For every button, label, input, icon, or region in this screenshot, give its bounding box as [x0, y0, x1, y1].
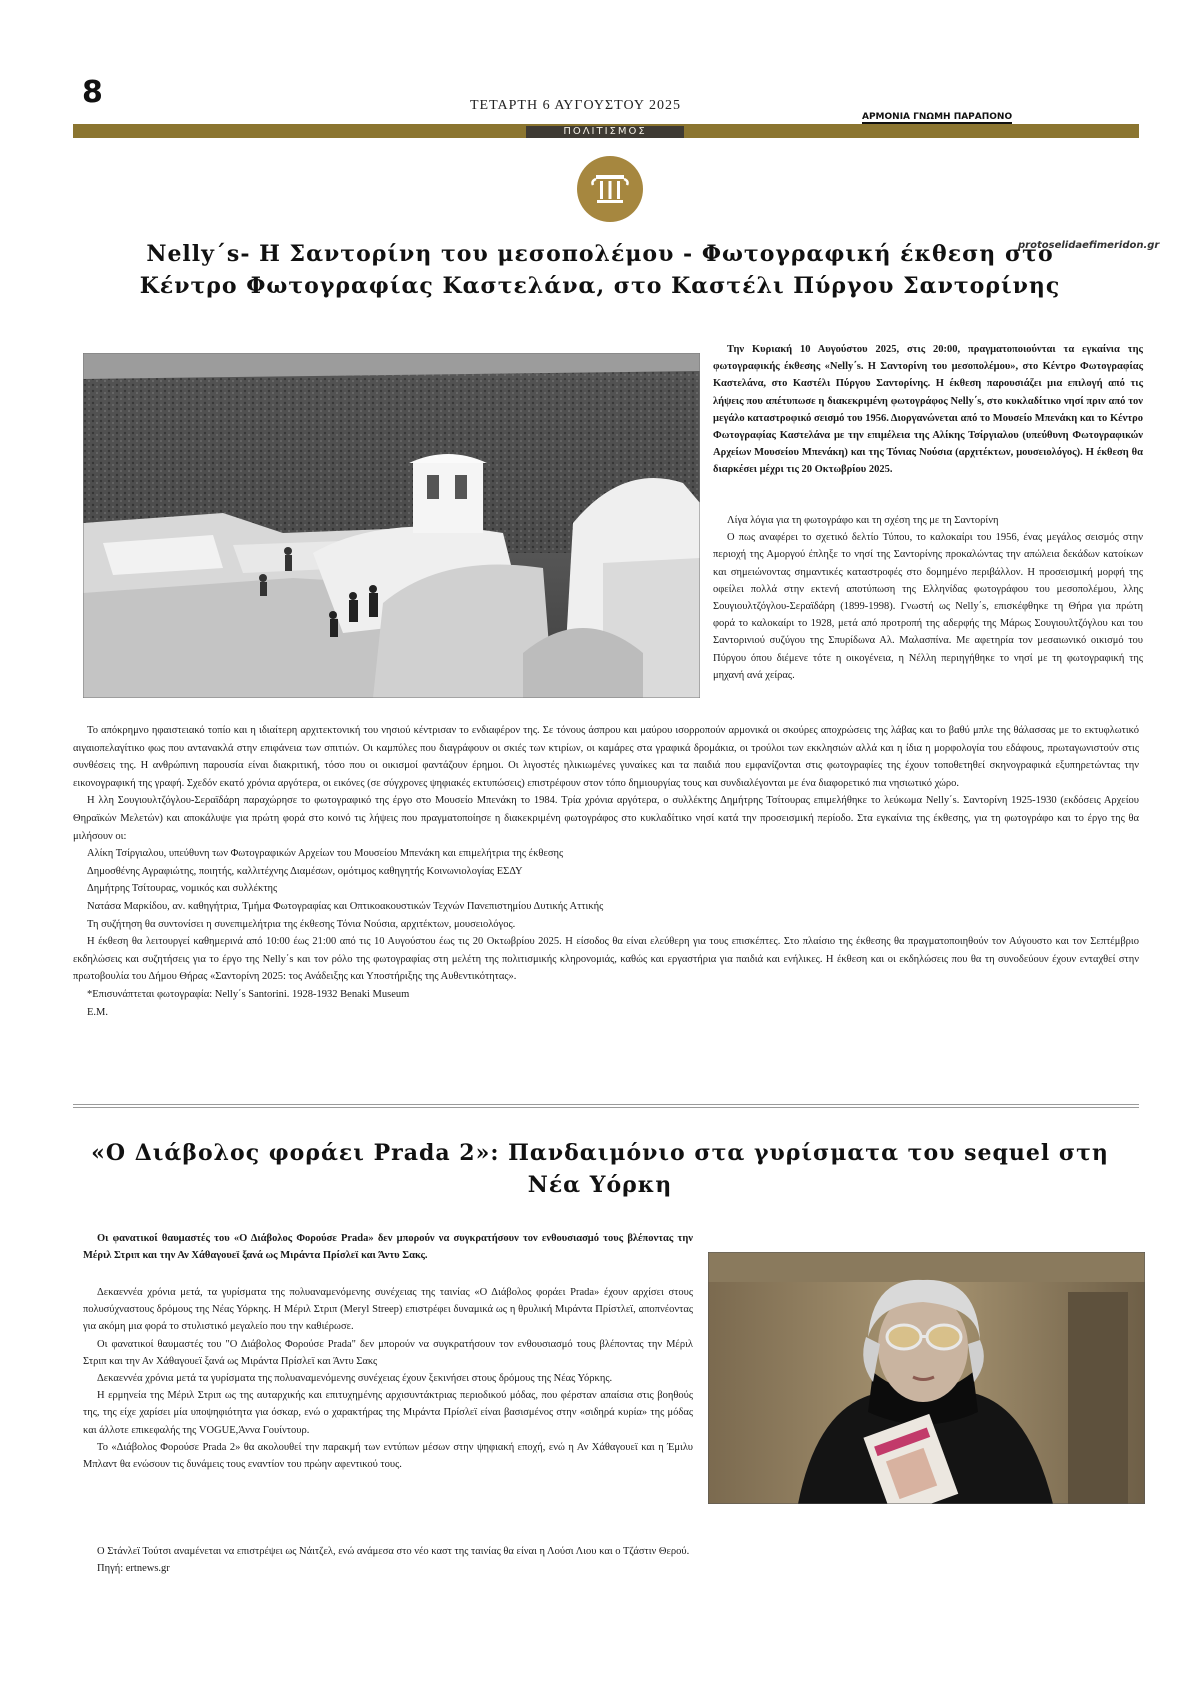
- article1-column: [713, 512, 1143, 684]
- article1-lead-text: Την Κυριακή 10 Αυγούστου 2025, στις 20:00, πραγματοποιούνται τα εγκαίνια της φωτογραφικής έκθεσης «Nelly΄s. Η Σαντορίνη του μεσοπολέμου», στο Κέντρο Φωτογραφίας Καστελάνα, στο Καστέλι Πύργου Σαντορίνης. Η έκθεση παρουσιάζει μια επιλογή από τις λήψεις που απέτυπωσε η διακεκριμένη φωτογράφος Nelly΄s, στο κυκλαδίτικο νησί πριν από τον μεγάλο καταστροφικό σεισμό του 1956. Διοργανώνεται από το Μουσείο Μπενάκη και το Κέντρο Φωτογραφίας Καστελάνα με την επιμέλεια της Αλίκης Τσίργιαλου (υπεύθυνη Φωτογραφικών Αρχείων Μουσείου Μπενάκη) και της Τόνιας Νούσια (αρχιτέκτων, μουσειολόγος). Η έκθεση θα διαρκέσει μέχρι τις 20 Οκτωβρίου 2025.: [713, 344, 1143, 476]
- article1-body: [73, 722, 1139, 1021]
- column-emblem-icon: [577, 156, 643, 222]
- article2-footer: [83, 1543, 1143, 1577]
- santorini-photo: [83, 353, 700, 698]
- article2-lead-text: Οι φανατικοί θαυμαστές του «Ο Διάβολος Φορούσε Prada» δεν μπορούν να συγκρατήσουν τον ενθουσιασμό τους βλέποντας την Μέριλ Στριπ και την Αν Χάθαγουεϊ ξανά ως Μιράντα Πρίσλεϊ και Άντυ Σακς.: [83, 1233, 693, 1261]
- article2-column: [83, 1284, 693, 1473]
- issue-date: ΤΕΤΑΡΤΗ 6 ΑΥΓΟΥΣΤΟΥ 2025: [470, 98, 681, 113]
- speaker-item: Δημοσθένης Αγραφιώτης, ποιητής, καλλιτέχνης Διαμέσων, ομότιμος καθηγητής Κοινωνιολογίας ΕΣΔΥ: [87, 865, 523, 877]
- article2-paragraph: Το «Διάβολος Φορούσε Prada 2» θα ακολουθεί την παρακμή των εντύπων μέσων στην ψηφιακή εποχή, ενώ η Αν Χάθαγουεϊ και η Έμιλυ Μπλαντ θα ενώσουν τις δυνάμεις τους εναντίον του πρώην αφεντικού τους.: [83, 1441, 693, 1471]
- article1-col-paragraph: Ο πως αναφέρει το σχετικό δελτίο Τύπου, το καλοκαίρι του 1956, ένας μεγάλος σεισμός στην περιοχή της Αμοργού έπληξε το νησί της Σαντορίνης προκαλώντας την απώλεια δεκάδων κατοίκων και σημειώνοντας σημαντικές καταστροφές στο δομημένο περιβάλλον. Η προσεισμική μορφή της οφείλει πολλά στην εκτενή αποτύπωση της Ελληνίδας φωτογράφου του μεσοπολέμου, λλης Σουγιουλτζόγλου-Σεραϊδάρη (1899-1998). Γνωστή ως Nelly΄s, επισκέφθηκε τη Θήρα για πρώτη φορά το καλοκαίρι το 1928, μετά από προτροπή της αδερφής της Μάρως Σουγιουλτζόγλου και του Σαντορινιού συζύγου της Σπυρίδωνα Αλ. Μαλασπίνα. Με αφετηρία τον μεσαιωνικό οικισμό του Πύργου όπου διέμενε τότε η οικογένεια, η Νέλλη περιηγήθηκε το νησί με τη φωτογραφική της μηχανή ανά χείρας.: [713, 532, 1143, 681]
- meryl-streep-photo: [708, 1252, 1145, 1504]
- article2-paragraph: Οι φανατικοί θαυμαστές του "Ο Διάβολος Φορούσε Prada" δεν μπορούν να συγκρατήσουν τον ενθουσιασμό τους βλέποντας την Μέριλ Στριπ και την Αν Χάθαγουεϊ ξανά ως Μιράντα Πρίσλεϊ και Άντυ Σακς: [83, 1338, 693, 1367]
- article2-paragraph: Η ερμηνεία της Μέριλ Στριπ ως της αυταρχικής και επιτυχημένης αρχισυντάκτριας περιοδικού μόδας, που φέρσταν απαίσια στις βοηθούς της, της είχε χαρίσει μία υποψηφιότητα για όσκαρ, ενώ ο χαρακτήρας της Μιράντα Πρίσλεϊ είναι βασισμένος στην «σιδηρά κυρία» της μόδας και άλλοτε επικεφαλής της VOGUE,Άννα Γουίντουρ.: [83, 1390, 693, 1436]
- masthead-brand: ΑΡΜΟΝΙΑ ΓΝΩΜΗ ΠΑΡΑΠΟΝΟ: [862, 112, 1013, 122]
- article2-paragraph: Δεκαεννέα χρόνια μετά τα γυρίσματα της πολυαναμενόμενης συνέχειας έχουν ξεκινήσει στους δρόμους της Νέας Υόρκης.: [97, 1373, 613, 1385]
- article2-title: «Ο Διάβολος φοράει Prada 2»: Πανδαιμόνιο στα γυρίσματα του sequel στη Νέα Υόρκη: [91, 1140, 1109, 1198]
- section-label: ΠΟΛΙΤΙΣΜΟΣ: [526, 126, 684, 138]
- article1-subhead: Λίγα λόγια για τη φωτογράφο και τη σχέση της με τη Σαντορίνη: [727, 515, 999, 526]
- article-divider: [73, 1104, 1139, 1108]
- photo-caption: *Επισυνάπτεται φωτογραφία: Nelly΄s Santorini. 1928-1932 Benaki Museum: [87, 988, 410, 1000]
- speaker-item: Αλίκη Τσίργιαλου, υπεύθυνη των Φωτογραφικών Αρχείων του Μουσείου Μπενάκη και επιμελήτρια της έκθεσης: [87, 848, 564, 860]
- speaker-item: Νατάσα Μαρκίδου, αν. καθηγήτρια, Τμήμα Φωτογραφίας και Οπτικοακουστικών Τεχνών Πανεπιστημίου Δυτικής Αττικής: [87, 900, 604, 912]
- article2-lead: [83, 1230, 693, 1264]
- page-number: 8: [82, 75, 103, 110]
- article1-lead: [713, 341, 1143, 479]
- speaker-item: Δημήτρης Τσίτουρας, νομικός και συλλέκτης: [87, 883, 278, 895]
- watermark: protoselidaefimeridon.gr: [1018, 240, 1160, 251]
- article2-source: Πηγή: ertnews.gr: [97, 1563, 170, 1575]
- article2-paragraph: Δεκαεννέα χρόνια μετά, τα γυρίσματα της πολυαναμενόμενης συνέχειας της ταινίας «Ο Διάβολος φοράει Prada» έχουν αρχίσει στους πολυσύχναστους δρόμους της Νέας Υόρκης. Η Μέριλ Στριπ (Meryl Streep) επιστρέφει δυναμικά ως η θρυλική Μιράντα Πρίστλεϊ, αποπνέοντας για ακόμη μια φορά το στυλιστικό μεγαλείο που την καθιέρωσε.: [83, 1287, 693, 1333]
- article1-title: Nelly΄s- Η Σαντορίνη του μεσοπολέμου - Φωτογραφική έκθεση στο Κέντρο Φωτογραφίας Καστελάνα, στο Καστέλι Πύργου Σαντορίνης: [139, 241, 1061, 299]
- article1-para-landscape: Το απόκρημνο ηφαιστειακό τοπίο και η ιδιαίτερη αρχιτεκτονική του νησιού κέντρισαν το ενδιαφέρον της. Σε τόνους άσπρου και μαύρου ισορροπούν αρμονικά οι σκούρες αποχρώσεις της λάβας και το βαθύ μπλε της θάλασσας με το εκτυφλωτικό αιγαιοπελαγίτικο φως που αντανακλά στην επιφάνεια των σπιτιών. Οι καμπύλες που διαγράφουν οι σκιές των κτιρίων, οι καμάρες στα γραφικά δρομάκια, οι τρούλοι των εκκλησιών αλλά και η ίδια η μορφολογία του εδάφους, πρωταγωνιστούν στις συνθέσεις της. Η ανθρώπινη παρουσία είναι διακριτική, τόσο που οι οικισμοί φαντάζουν έρημοι. Οι λιγοστές ηλικιωμένες γυναίκες και τα παιδιά που εμφανίζονται στις φωτογραφίες της έχουν τοποθετηθεί σκηνογραφικά εξυπηρετώντας την εικονογραφική της γραφή. Σχεδόν εκατό χρόνια αργότερα, οι εικόνες (σε σύγχρονες ψηφιακές εκτυπώσεις) επιστρέφουν στον τόπο δημιουργίας τους και συνδιαλέγονται με ένα διαφορετικό πια νησιωτικό χώρο.: [73, 725, 1139, 789]
- article2-closing: Ο Στάνλεϊ Τούτσι αναμένεται να επιστρέψει ως Νάιτζελ, ενώ ανάμεσα στο νέο καστ της ταινίας θα είναι η Λούσι Λιου και ο Τζάστιν Θερού.: [97, 1546, 690, 1557]
- article1-para-hours: Η έκθεση θα λειτουργεί καθημερινά από 10:00 έως 21:00 από τις 10 Αυγούστου έως τις 20 Οκτωβρίου 2025. Η είσοδος θα είναι ελεύθερη για τους επισκέπτες. Στο πλαίσιο της έκθεσης θα πραγματοποιηθούν τον Αύγουστο και τον Σεπτέμβριο εκδηλώσεις και συζητήσεις για το έργο της Nelly΄s και τον ρόλο της φωτογραφίας στη μελέτη της πολιτισμικής κληρονομιάς, καθώς και εργαστήρια για παιδιά και ενήλικες. Η έκθεση και οι εκδηλώσεις που θα τη συνοδεύουν έχουν ενταχθεί στην πρωτοβουλία του Δήμου Θήρας «Σαντορίνη 2025: τος Ανάδειξης και Υποστήριξης της Αυθεντικότητας».: [73, 936, 1139, 983]
- author-signature: Ε.Μ.: [87, 1006, 108, 1018]
- moderator-line: Τη συζήτηση θα συντονίσει η συνεπιμελήτρια της έκθεσης Τόνια Νούσια, αρχιτέκτων, μουσειολόγος.: [87, 918, 516, 930]
- article1-para-archive: Η λλη Σουγιουλτζόγλου-Σεραϊδάρη παραχώρησε το φωτογραφικό της έργο στο Μουσείο Μπενάκη το 1984. Τρία χρόνια αργότερα, ο συλλέκτης Δημήτρης Τσίτουρας επιμελήθηκε το λεύκωμα Nelly΄s. Σαντορίνη 1925-1930 (εκδόσεις Αρχείου Θηραϊκών Μελετών) και αποκάλυψε για πρώτη φορά στο κοινό τις λήψεις που πραγματοποίησε η διακεκριμένη φωτογράφος στο κυκλαδίτικο νησί κατά την προσεισμική περίοδο. Στα εγκαίνια της έκθεσης, για τη φωτογράφο και το έργο της θα μιλήσουν οι:: [73, 795, 1139, 842]
